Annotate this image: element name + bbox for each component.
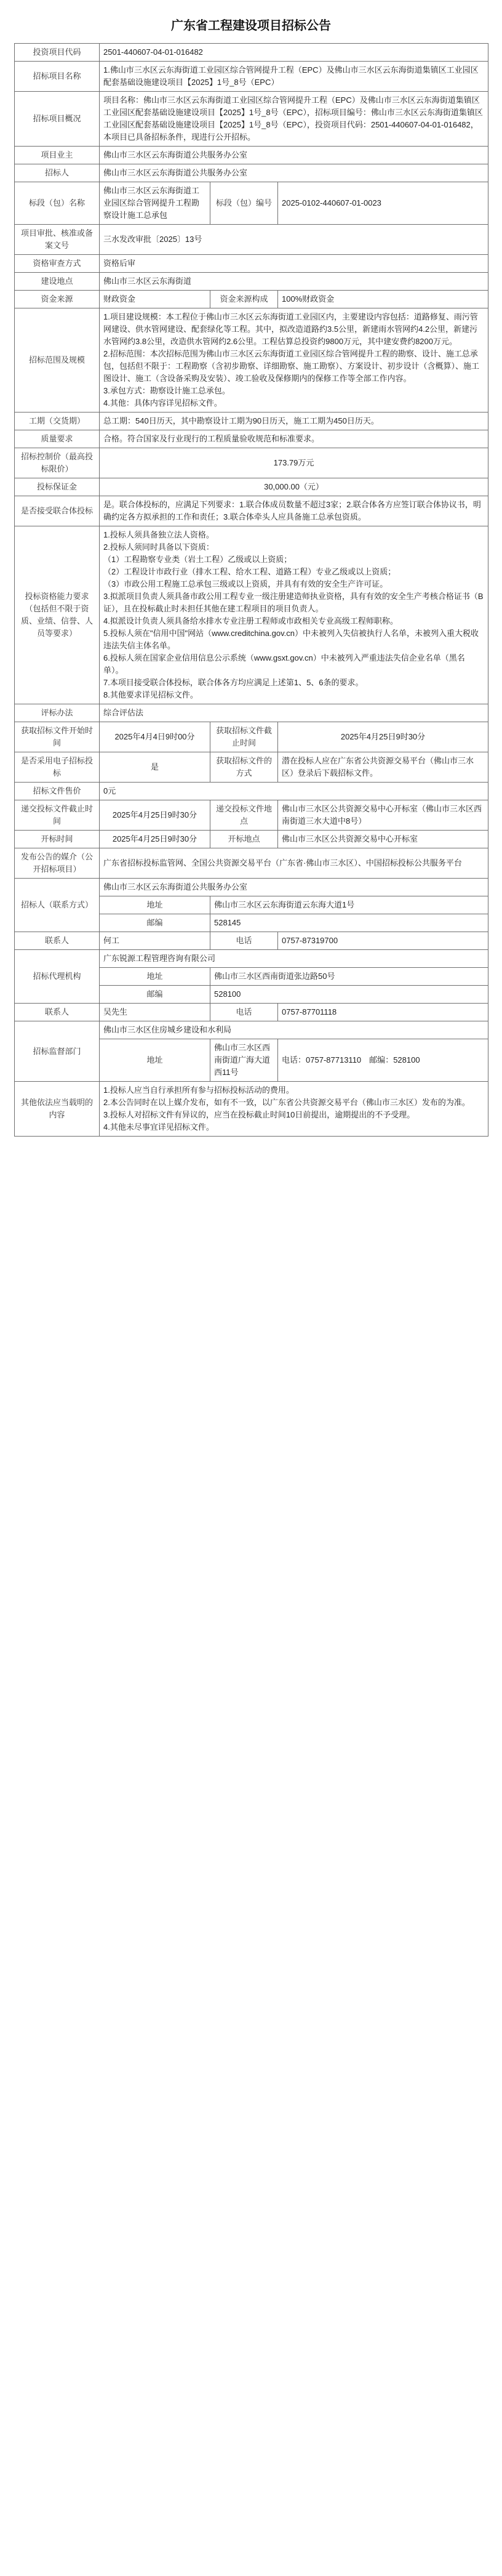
value-supervise-postcode: 528100 (393, 1055, 420, 1065)
label-max-price: 招标控制价（最高投标限价） (15, 448, 100, 478)
label-agency-contact: 招标代理机构 (15, 950, 100, 1004)
label-doc-fee: 招标文件售价 (15, 783, 100, 800)
label-doc-method: 是否采用电子招标投标 (15, 752, 100, 783)
label-funding: 资金来源 (15, 291, 100, 308)
value-submit-deadline: 2025年4月25日9时30分 (100, 800, 210, 831)
value-tenderer: 佛山市三水区云东海街道公共服务办公室 (100, 164, 488, 182)
value-agency-postcode: 528100 (210, 986, 488, 1004)
row-tenderer (15, 164, 488, 182)
row-eval (15, 704, 488, 722)
label-file-end: 获取招标文件截止时间 (210, 722, 278, 752)
row-publish (15, 848, 488, 879)
label-doc-obtain: 获取招标文件的方式 (210, 752, 278, 783)
label-qualification: 投标资格能力要求（包括但不限于资质、业绩、信誉、人员等要求） (15, 526, 100, 704)
row-mode (15, 255, 488, 273)
value-funding-ratio: 100%财政资金 (278, 291, 488, 308)
value-open-time: 2025年4月25日9时30分 (100, 831, 210, 848)
row-open (15, 831, 488, 848)
label-funding-ratio: 资金来源构成 (210, 291, 278, 308)
value-mode: 资格后审 (100, 255, 488, 273)
value-overview: 项目名称：佛山市三水区云东海街道工业园区综合管网提升工程（EPC）及佛山市三水区云东海街道集镇区工业园区配套基础设施建设项目【2025】1号_8号（EPC），招标项目编号：佛山市三水区云东海街道集镇区工业园区配套基础设施建设项目【2025】1号_8号（EPC），投资项目代码：2501-440607-04-01-016482，本项目已具备招标条件，现进行公开招标。 (100, 92, 488, 147)
label-tenderer: 招标人 (15, 164, 100, 182)
value-funding: 财政资金 (100, 291, 210, 308)
label-duration: 工期（交货期） (15, 413, 100, 430)
value-supervise-address: 佛山市三水区西南街道广海大道西11号 (210, 1039, 278, 1082)
value-supervise-phone-number: 0757-87713110 (306, 1055, 362, 1065)
value-open-place: 佛山市三水区公共资源交易中心开标室 (278, 831, 488, 848)
label-tenderer-person: 联系人 (15, 932, 100, 950)
page-title: 广东省工程建设项目招标公告 (171, 19, 331, 33)
row-max-price (15, 448, 488, 478)
value-doc-fee: 0元 (100, 783, 488, 800)
value-doc-method: 是 (100, 752, 210, 783)
row-duration (15, 413, 488, 430)
label-supervise-address: 地址 (100, 1039, 210, 1082)
value-max-price: 173.79万元 (100, 448, 488, 478)
value-publish: 广东省招标投标监管网、全国公共资源交易平台（广东省·佛山市三水区）、中国招标投标公共服务平台 (100, 848, 488, 879)
value-tenderer-postcode: 528145 (210, 914, 488, 932)
label-eval: 评标办法 (15, 704, 100, 722)
label-joint: 是否接受联合体投标 (15, 496, 100, 526)
row-location (15, 273, 488, 291)
label-overview: 招标项目概况 (15, 92, 100, 147)
row-approval (15, 225, 488, 255)
label-tender-no: 标段（包）编号 (210, 182, 278, 225)
value-quality: 合格。符合国家及行业现行的工程质量验收规范和标准要求。 (100, 430, 488, 448)
label-open-time: 开标时间 (15, 831, 100, 848)
label-agency-address: 地址 (100, 968, 210, 986)
value-submit-place: 佛山市三水区公共资源交易中心开标室（佛山市三水区西南街道三水大道中8号） (278, 800, 488, 831)
row-agency-person (15, 1004, 488, 1021)
row-supervise (15, 1021, 488, 1039)
row-agency-contact (15, 950, 488, 968)
value-supervise-name: 佛山市三水区住房城乡建设和水利局 (100, 1021, 488, 1039)
label-file-start: 获取招标文件开始时间 (15, 722, 100, 752)
label-submit-place: 递交投标文件地点 (210, 800, 278, 831)
label-supervise-phone: 电话 (282, 1055, 298, 1065)
value-tender-name: 佛山市三水区云东海街道工业园区综合管网提升工程勘察设计施工总承包 (100, 182, 210, 225)
value-tenderer-contact-name: 佛山市三水区云东海街道公共服务办公室 (100, 879, 488, 896)
label-tenderer-phone: 电话 (210, 932, 278, 950)
row-owner (15, 147, 488, 164)
row-project-name (15, 62, 488, 92)
label-submit-deadline: 递交投标文件截止时间 (15, 800, 100, 831)
label-supervise-postcode: 邮编 (369, 1055, 386, 1065)
label-mode: 资格审查方式 (15, 255, 100, 273)
value-tenderer-person: 何工 (100, 932, 210, 950)
value-qualification: 1.投标人须具备独立法人资格。 2.投标人须同时具备以下资质： （1）工程勘察专业类（岩土工程）乙级或以上资质； （2）工程设计市政行业（排水工程、给水工程、道路工程）专业乙级或以上资质； （3）市政公用工程施工总承包三级或以上资质，并具有有效的安全生产许可证。 3.拟派项目负责人须具备市政公用工程专业一级注册建造师执业资格，具有有效的安全生产考核合格证书（B证），且在投标截止时未担任其他在建工程项目的项目负责人。 4.拟派设计负责人须具备给水排水专业注册工程师或市政相关专业高级工程师职称。 5.投标人须在"信用中国"网站（www.creditchina.gov.cn）中未被列入失信被执行人名单，未被列入重大税收违法失信主体名单。 6.投标人须在国家企业信用信息公示系统（www.gsxt.gov.cn）中未被列入严重违法失信企业名单（黑名单）。 7.本项目接受联合体投标，联合体各方均应满足上述第1、5、6条的要求。 8.其他要求详见招标文件。 (100, 526, 488, 704)
label-agency-postcode: 邮编 (100, 986, 210, 1004)
label-project-name: 招标项目名称 (15, 62, 100, 92)
label-other: 其他依法应当载明的内容 (15, 1082, 100, 1137)
label-tender-name: 标段（包）名称 (15, 182, 100, 225)
value-agency-address: 佛山市三水区西南街道张边路50号 (210, 968, 488, 986)
row-joint (15, 496, 488, 526)
label-publish: 发布公告的媒介（公开招标项目） (15, 848, 100, 879)
label-bid-bond: 投标保证金 (15, 478, 100, 496)
row-tenderer-contact (15, 879, 488, 896)
value-joint: 是。联合体投标的，应满足下列要求：1.联合体成员数量不超过3家；2.联合体各方应签订联合体协议书，明确约定各方拟承担的工作和责任；3.联合体牵头人应具备施工总承包资质。 (100, 496, 488, 526)
value-scale: 1.项目建设规模：本工程位于佛山市三水区云东海街道工业园区内，主要建设内容包括：道路修复、雨污管网建设、供水管网建设、配套绿化等工程。其中，拟改造道路约3.5公里，新建雨水管网约4.2公里，新建污水管网约3.8公里，改造供水管网约2.6公里。工程估算总投资约9800万元，其中建安费约8200万元。 2.招标范围：本次招标范围为佛山市三水区云东海街道工业园区综合管网提升工程的勘察、设计、施工总承包，包括但不限于：工程勘察（含初步勘察、详细勘察、施工勘察）、方案设计、初步设计（含概算）、施工图设计、施工（含设备采购及安装）、竣工验收及保修期内的保修工作等全部工作内容。 3.承包方式：勘察设计施工总承包。 4.其他：具体内容详见招标文件。 (100, 308, 488, 413)
value-bid-bond: 30,000.00（元） (100, 478, 488, 496)
label-location: 建设地点 (15, 273, 100, 291)
row-doc-fee (15, 783, 488, 800)
label-tenderer-contact: 招标人（联系方式） (15, 879, 100, 932)
label-agency-phone: 电话 (210, 1004, 278, 1021)
row-qualification (15, 526, 488, 704)
value-supervise-phone: 电话：0757-87713110 邮编：528100 (278, 1039, 488, 1082)
value-tender-no: 2025-0102-440607-01-0023 (278, 182, 488, 225)
label-project-code: 投资项目代码 (15, 44, 100, 62)
value-other: 1.投标人应当自行承担所有参与招标投标活动的费用。 2.本公告同时在以上媒介发布，如有不一致，以广东省公共资源交易平台（佛山市三水区）发布的为准。 3.投标人对招标文件有异议的，应当在投标截止时间10日前提出，逾期提出的不予受理。 4.其他未尽事宜详见招标文件。 (100, 1082, 488, 1137)
label-owner: 项目业主 (15, 147, 100, 164)
row-doc-method (15, 752, 488, 783)
row-project-code (15, 44, 488, 62)
notice-page (14, 9, 488, 1137)
value-eval: 综合评估法 (100, 704, 488, 722)
value-agency-person: 吴先生 (100, 1004, 210, 1021)
row-other (15, 1082, 488, 1137)
label-approval: 项目审批、核准或备案文号 (15, 225, 100, 255)
label-open-place: 开标地点 (210, 831, 278, 848)
value-doc-obtain: 潜在投标人应在广东省公共资源交易平台（佛山市三水区）登录后下载招标文件。 (278, 752, 488, 783)
label-tenderer-postcode: 邮编 (100, 914, 210, 932)
row-overview (15, 92, 488, 147)
row-submit (15, 800, 488, 831)
value-agency-name: 广东锐源工程管理咨询有限公司 (100, 950, 488, 968)
row-tenderer-person (15, 932, 488, 950)
notice-table (14, 43, 488, 1137)
label-scale: 招标范围及规模 (15, 308, 100, 413)
row-tender-name (15, 182, 488, 225)
value-tenderer-address: 佛山市三水区云东海街道云东海大道1号 (210, 896, 488, 914)
row-file-time (15, 722, 488, 752)
value-tenderer-phone: 0757-87319700 (278, 932, 488, 950)
value-file-end: 2025年4月25日9时30分 (278, 722, 488, 752)
row-scale (15, 308, 488, 413)
value-location: 佛山市三水区云东海街道 (100, 273, 488, 291)
label-supervise: 招标监督部门 (15, 1021, 100, 1082)
value-owner: 佛山市三水区云东海街道公共服务办公室 (100, 147, 488, 164)
value-duration: 总工期：540日历天，其中勘察设计工期为90日历天，施工工期为450日历天。 (100, 413, 488, 430)
label-quality: 质量要求 (15, 430, 100, 448)
value-agency-phone: 0757-87701118 (278, 1004, 488, 1021)
row-bid-bond (15, 478, 488, 496)
value-project-code: 2501-440607-04-01-016482 (100, 44, 488, 62)
row-quality (15, 430, 488, 448)
label-tenderer-address: 地址 (100, 896, 210, 914)
value-file-start: 2025年4月4日9时00分 (100, 722, 210, 752)
value-approval: 三水发改审批〔2025〕13号 (100, 225, 488, 255)
value-project-name: 1.佛山市三水区云东海街道工业园区综合管网提升工程（EPC）及佛山市三水区云东海街道集镇区工业园区配套基础设施建设项目【2025】1号_8号（EPC） (100, 62, 488, 92)
label-agency-person: 联系人 (15, 1004, 100, 1021)
row-funding (15, 291, 488, 308)
